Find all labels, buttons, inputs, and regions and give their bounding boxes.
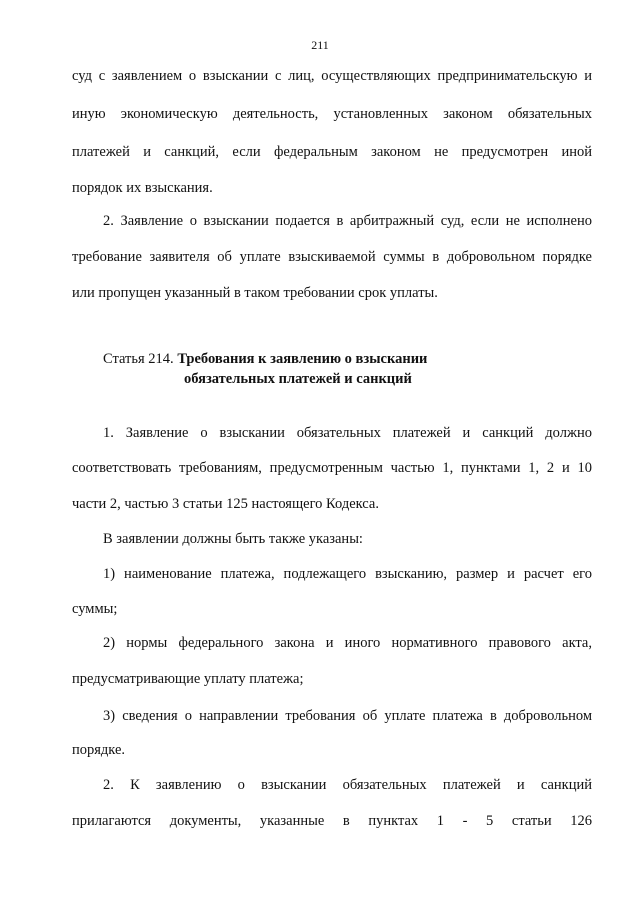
paragraph-8-line-2: прилагаются документы, указанные в пунктах 1 - 5 статьи 126 [72, 813, 592, 829]
paragraph-4-line-1: В заявлении должны быть также указаны: [103, 531, 363, 547]
paragraph-7-line-2: порядке. [72, 742, 126, 758]
paragraph-2-line-3: или пропущен указанный в таком требовании срок уплаты. [72, 285, 438, 301]
paragraph-3-line-2: соответствовать требованиям, предусмотренным частью 1, пунктами 1, 2 и 10 [72, 460, 592, 476]
paragraph-5-line-2: суммы; [72, 601, 118, 617]
paragraph-2-line-1: 2. Заявление о взыскании подается в арбитражный суд, если не исполнено [103, 213, 592, 229]
paragraph-2-line-2: требование заявителя об уплате взыскиваемой суммы в добровольном порядке [72, 249, 592, 265]
paragraph-3-line-1: 1. Заявление о взыскании обязательных платежей и санкций должно [103, 425, 592, 441]
paragraph-3-line-3: части 2, частью 3 статьи 125 настоящего Кодекса. [72, 496, 379, 512]
article-heading-line-1 [103, 350, 623, 368]
page-number: 211 [311, 38, 329, 52]
paragraph-1-line-2: иную экономическую деятельность, установленных законом обязательных [72, 106, 592, 122]
paragraph-6-line-2: предусматривающие уплату платежа; [72, 671, 304, 687]
article-number: Статья 214. [103, 351, 174, 367]
paragraph-8-line-1: 2. К заявлению о взыскании обязательных платежей и санкций [103, 777, 592, 793]
paragraph-1-line-3: платежей и санкций, если федеральным законом не предусмотрен иной [72, 144, 592, 160]
paragraph-7-line-1: 3) сведения о направлении требования об уплате платежа в добровольном [103, 708, 592, 724]
paragraph-1-line-1: суд с заявлением о взыскании с лиц, осуществляющих предпринимательскую и [72, 68, 592, 84]
paragraph-6-line-1: 2) нормы федерального закона и иного нормативного правового акта, [103, 635, 592, 651]
article-title-line-1: Требования к заявлению о взыскании [177, 351, 428, 367]
paragraph-1-line-4: порядок их взыскания. [72, 180, 213, 196]
paragraph-5-line-1: 1) наименование платежа, подлежащего взысканию, размер и расчет его [103, 566, 592, 582]
article-title-line-2: обязательных платежей и санкций [184, 371, 412, 387]
